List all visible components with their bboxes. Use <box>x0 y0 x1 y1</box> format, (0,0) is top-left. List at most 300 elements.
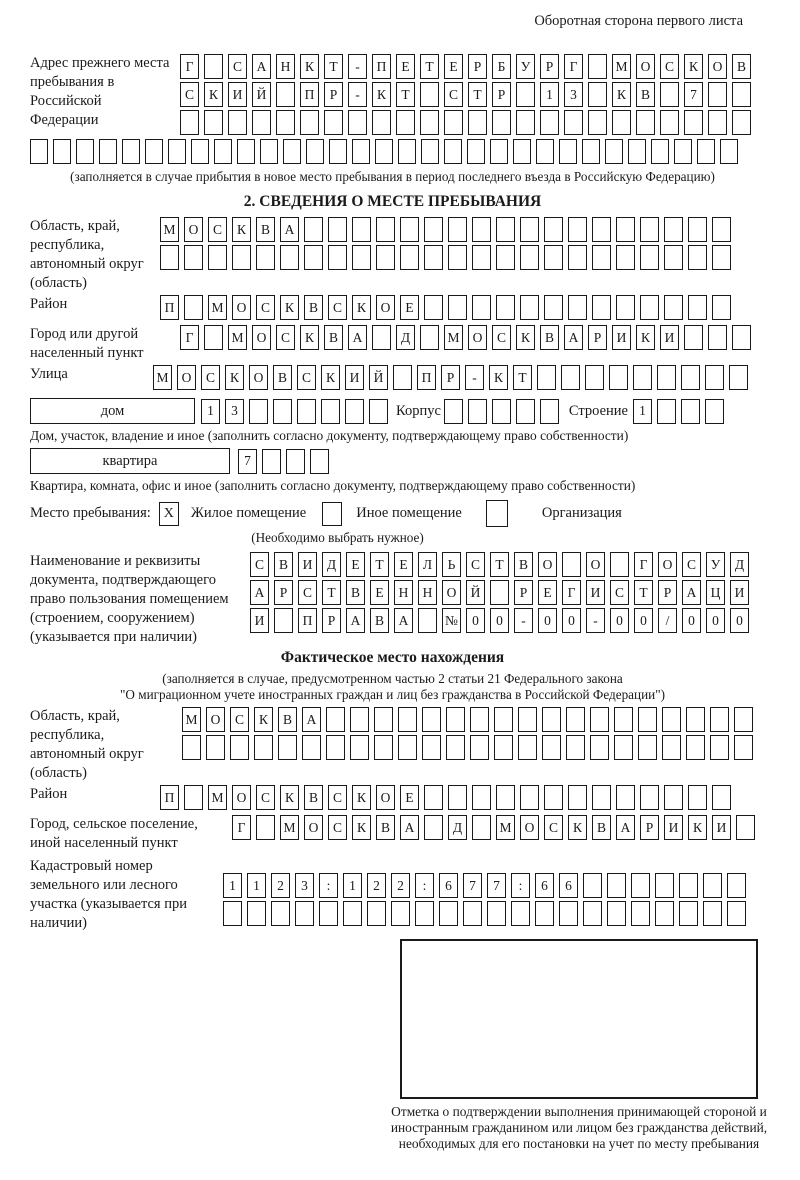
char-cell[interactable]: С <box>256 785 275 810</box>
char-cell[interactable]: О <box>376 295 395 320</box>
char-cell[interactable]: 0 <box>490 608 509 633</box>
char-cell[interactable]: Е <box>400 295 419 320</box>
char-cell[interactable]: И <box>730 580 749 605</box>
char-cell[interactable]: К <box>225 365 244 390</box>
char-cell[interactable]: 1 <box>201 399 220 424</box>
char-cell[interactable]: П <box>300 82 319 107</box>
char-cell[interactable] <box>684 110 703 135</box>
other-premises-checkbox[interactable] <box>322 502 342 526</box>
char-cell[interactable] <box>396 110 415 135</box>
char-cell[interactable]: Е <box>396 54 415 79</box>
char-cell[interactable] <box>184 785 203 810</box>
char-cell[interactable] <box>614 707 633 732</box>
char-cell[interactable]: Г <box>180 54 199 79</box>
char-cell[interactable] <box>496 245 515 270</box>
char-cell[interactable]: Т <box>324 54 343 79</box>
char-cell[interactable] <box>609 365 628 390</box>
char-cell[interactable]: К <box>300 54 319 79</box>
char-cell[interactable] <box>660 82 679 107</box>
char-cell[interactable] <box>588 82 607 107</box>
char-cell[interactable] <box>657 399 676 424</box>
char-cell[interactable] <box>582 139 600 164</box>
char-cell[interactable] <box>520 785 539 810</box>
char-cell[interactable]: О <box>184 217 203 242</box>
char-cell[interactable]: О <box>658 552 677 577</box>
char-cell[interactable] <box>206 735 225 760</box>
char-cell[interactable]: Р <box>540 54 559 79</box>
char-cell[interactable] <box>271 901 290 926</box>
char-cell[interactable] <box>520 217 539 242</box>
char-cell[interactable] <box>727 873 746 898</box>
char-cell[interactable] <box>712 785 731 810</box>
char-cell[interactable] <box>421 139 439 164</box>
char-cell[interactable] <box>278 735 297 760</box>
char-cell[interactable]: М <box>182 707 201 732</box>
char-cell[interactable]: Т <box>370 552 389 577</box>
char-cell[interactable] <box>566 735 585 760</box>
char-cell[interactable] <box>444 110 463 135</box>
char-cell[interactable]: 0 <box>538 608 557 633</box>
char-cell[interactable]: 3 <box>225 399 244 424</box>
char-cell[interactable]: С <box>298 580 317 605</box>
char-cell[interactable] <box>446 707 465 732</box>
char-cell[interactable] <box>494 735 513 760</box>
char-cell[interactable]: Т <box>490 552 509 577</box>
char-cell[interactable]: - <box>348 54 367 79</box>
char-cell[interactable]: О <box>708 54 727 79</box>
char-cell[interactable] <box>180 110 199 135</box>
char-cell[interactable]: Р <box>588 325 607 350</box>
char-cell[interactable] <box>367 901 386 926</box>
char-cell[interactable] <box>310 449 329 474</box>
char-cell[interactable] <box>374 707 393 732</box>
char-cell[interactable]: К <box>352 815 371 840</box>
char-cell[interactable]: Р <box>658 580 677 605</box>
char-cell[interactable]: В <box>304 295 323 320</box>
char-cell[interactable] <box>99 139 117 164</box>
char-cell[interactable]: В <box>274 552 293 577</box>
char-cell[interactable]: 0 <box>706 608 725 633</box>
char-cell[interactable]: - <box>586 608 605 633</box>
char-cell[interactable] <box>614 735 633 760</box>
char-cell[interactable] <box>326 707 345 732</box>
char-cell[interactable]: 0 <box>682 608 701 633</box>
char-cell[interactable] <box>184 245 203 270</box>
char-cell[interactable] <box>208 245 227 270</box>
char-cell[interactable] <box>472 295 491 320</box>
char-cell[interactable]: - <box>348 82 367 107</box>
char-cell[interactable] <box>247 901 266 926</box>
char-cell[interactable]: Е <box>444 54 463 79</box>
char-cell[interactable]: Д <box>322 552 341 577</box>
char-cell[interactable]: 6 <box>439 873 458 898</box>
char-cell[interactable] <box>708 110 727 135</box>
char-cell[interactable]: - <box>465 365 484 390</box>
char-cell[interactable] <box>418 608 437 633</box>
char-cell[interactable] <box>590 707 609 732</box>
char-cell[interactable] <box>561 365 580 390</box>
char-cell[interactable] <box>300 110 319 135</box>
char-cell[interactable] <box>590 735 609 760</box>
char-cell[interactable] <box>542 735 561 760</box>
char-cell[interactable] <box>710 735 729 760</box>
char-cell[interactable] <box>256 815 275 840</box>
char-cell[interactable] <box>439 901 458 926</box>
char-cell[interactable] <box>720 139 738 164</box>
char-cell[interactable] <box>256 245 275 270</box>
char-cell[interactable] <box>490 580 509 605</box>
char-cell[interactable]: О <box>538 552 557 577</box>
char-cell[interactable] <box>734 735 753 760</box>
char-cell[interactable] <box>516 399 535 424</box>
char-cell[interactable]: О <box>304 815 323 840</box>
char-cell[interactable] <box>446 735 465 760</box>
char-cell[interactable]: К <box>612 82 631 107</box>
char-cell[interactable] <box>122 139 140 164</box>
char-cell[interactable]: К <box>516 325 535 350</box>
char-cell[interactable] <box>415 901 434 926</box>
char-cell[interactable]: К <box>232 217 251 242</box>
residential-checkbox[interactable]: X <box>159 502 179 526</box>
char-cell[interactable] <box>664 245 683 270</box>
char-cell[interactable] <box>535 901 554 926</box>
char-cell[interactable]: В <box>732 54 751 79</box>
char-cell[interactable]: С <box>328 815 347 840</box>
char-cell[interactable]: 2 <box>391 873 410 898</box>
char-cell[interactable]: О <box>232 295 251 320</box>
char-cell[interactable]: Е <box>538 580 557 605</box>
char-cell[interactable]: С <box>180 82 199 107</box>
char-cell[interactable] <box>444 399 463 424</box>
char-cell[interactable]: В <box>324 325 343 350</box>
char-cell[interactable]: М <box>208 785 227 810</box>
char-cell[interactable]: 6 <box>535 873 554 898</box>
char-cell[interactable] <box>467 139 485 164</box>
char-cell[interactable] <box>684 325 703 350</box>
char-cell[interactable]: А <box>348 325 367 350</box>
char-cell[interactable] <box>424 245 443 270</box>
char-cell[interactable] <box>204 110 223 135</box>
char-cell[interactable] <box>727 901 746 926</box>
char-cell[interactable]: А <box>682 580 701 605</box>
char-cell[interactable] <box>520 295 539 320</box>
char-cell[interactable]: А <box>400 815 419 840</box>
char-cell[interactable] <box>568 245 587 270</box>
char-cell[interactable]: Т <box>396 82 415 107</box>
char-cell[interactable]: 1 <box>633 399 652 424</box>
char-cell[interactable] <box>321 399 340 424</box>
char-cell[interactable] <box>712 217 731 242</box>
char-cell[interactable] <box>472 245 491 270</box>
char-cell[interactable]: Г <box>562 580 581 605</box>
char-cell[interactable]: О <box>249 365 268 390</box>
char-cell[interactable]: 1 <box>247 873 266 898</box>
char-cell[interactable]: А <box>280 217 299 242</box>
char-cell[interactable]: П <box>160 785 179 810</box>
char-cell[interactable] <box>145 139 163 164</box>
char-cell[interactable]: И <box>298 552 317 577</box>
char-cell[interactable]: В <box>278 707 297 732</box>
char-cell[interactable] <box>681 365 700 390</box>
char-cell[interactable]: И <box>586 580 605 605</box>
char-cell[interactable] <box>376 245 395 270</box>
char-cell[interactable]: У <box>706 552 725 577</box>
char-cell[interactable] <box>703 901 722 926</box>
char-cell[interactable] <box>655 901 674 926</box>
char-cell[interactable]: Г <box>564 54 583 79</box>
char-cell[interactable]: С <box>466 552 485 577</box>
char-cell[interactable]: Т <box>634 580 653 605</box>
char-cell[interactable] <box>319 901 338 926</box>
char-cell[interactable]: С <box>544 815 563 840</box>
char-cell[interactable]: И <box>345 365 364 390</box>
char-cell[interactable] <box>536 139 554 164</box>
char-cell[interactable] <box>540 399 559 424</box>
char-cell[interactable] <box>249 399 268 424</box>
char-cell[interactable] <box>703 873 722 898</box>
char-cell[interactable] <box>463 901 482 926</box>
char-cell[interactable]: В <box>256 217 275 242</box>
char-cell[interactable]: К <box>280 295 299 320</box>
char-cell[interactable] <box>424 815 443 840</box>
char-cell[interactable] <box>544 245 563 270</box>
char-cell[interactable]: К <box>636 325 655 350</box>
char-cell[interactable] <box>398 707 417 732</box>
char-cell[interactable] <box>424 785 443 810</box>
char-cell[interactable]: 7 <box>463 873 482 898</box>
char-cell[interactable]: П <box>298 608 317 633</box>
char-cell[interactable] <box>607 901 626 926</box>
char-cell[interactable] <box>53 139 71 164</box>
char-cell[interactable]: Ь <box>442 552 461 577</box>
char-cell[interactable] <box>607 873 626 898</box>
char-cell[interactable] <box>400 245 419 270</box>
char-cell[interactable] <box>326 735 345 760</box>
char-cell[interactable] <box>372 110 391 135</box>
char-cell[interactable]: М <box>280 815 299 840</box>
char-cell[interactable] <box>223 901 242 926</box>
char-cell[interactable]: К <box>568 815 587 840</box>
char-cell[interactable]: : <box>415 873 434 898</box>
char-cell[interactable] <box>640 245 659 270</box>
char-cell[interactable] <box>468 110 487 135</box>
char-cell[interactable] <box>605 139 623 164</box>
char-cell[interactable]: Т <box>513 365 532 390</box>
char-cell[interactable] <box>540 110 559 135</box>
char-cell[interactable] <box>352 139 370 164</box>
char-cell[interactable] <box>732 325 751 350</box>
char-cell[interactable]: М <box>228 325 247 350</box>
char-cell[interactable]: Р <box>640 815 659 840</box>
char-cell[interactable] <box>640 785 659 810</box>
char-cell[interactable] <box>544 217 563 242</box>
char-cell[interactable] <box>328 245 347 270</box>
char-cell[interactable]: С <box>328 295 347 320</box>
char-cell[interactable]: О <box>468 325 487 350</box>
char-cell[interactable] <box>76 139 94 164</box>
char-cell[interactable]: С <box>682 552 701 577</box>
char-cell[interactable] <box>472 815 491 840</box>
char-cell[interactable] <box>260 139 278 164</box>
char-cell[interactable] <box>494 707 513 732</box>
apartment-type-box[interactable]: квартира <box>30 448 230 474</box>
char-cell[interactable] <box>544 295 563 320</box>
char-cell[interactable] <box>708 82 727 107</box>
char-cell[interactable] <box>686 735 705 760</box>
char-cell[interactable]: С <box>256 295 275 320</box>
char-cell[interactable]: Р <box>468 54 487 79</box>
char-cell[interactable]: С <box>297 365 316 390</box>
organization-checkbox[interactable] <box>486 500 508 527</box>
char-cell[interactable]: - <box>514 608 533 633</box>
char-cell[interactable] <box>252 110 271 135</box>
char-cell[interactable] <box>537 365 556 390</box>
char-cell[interactable] <box>30 139 48 164</box>
char-cell[interactable] <box>487 901 506 926</box>
char-cell[interactable] <box>420 110 439 135</box>
char-cell[interactable]: С <box>276 325 295 350</box>
char-cell[interactable] <box>492 110 511 135</box>
char-cell[interactable] <box>697 139 715 164</box>
char-cell[interactable]: О <box>520 815 539 840</box>
char-cell[interactable] <box>295 901 314 926</box>
char-cell[interactable] <box>631 901 650 926</box>
char-cell[interactable]: С <box>230 707 249 732</box>
char-cell[interactable] <box>592 245 611 270</box>
char-cell[interactable]: Л <box>418 552 437 577</box>
char-cell[interactable]: Г <box>634 552 653 577</box>
char-cell[interactable]: И <box>250 608 269 633</box>
char-cell[interactable] <box>688 245 707 270</box>
char-cell[interactable] <box>664 785 683 810</box>
char-cell[interactable]: О <box>252 325 271 350</box>
char-cell[interactable]: 7 <box>487 873 506 898</box>
char-cell[interactable]: Т <box>468 82 487 107</box>
char-cell[interactable] <box>542 707 561 732</box>
char-cell[interactable] <box>585 365 604 390</box>
char-cell[interactable]: В <box>636 82 655 107</box>
char-cell[interactable] <box>214 139 232 164</box>
char-cell[interactable]: Р <box>274 580 293 605</box>
char-cell[interactable] <box>657 365 676 390</box>
char-cell[interactable] <box>568 295 587 320</box>
char-cell[interactable] <box>568 785 587 810</box>
char-cell[interactable]: М <box>496 815 515 840</box>
char-cell[interactable] <box>705 365 724 390</box>
char-cell[interactable] <box>583 901 602 926</box>
char-cell[interactable] <box>204 54 223 79</box>
char-cell[interactable] <box>420 325 439 350</box>
char-cell[interactable]: А <box>250 580 269 605</box>
char-cell[interactable] <box>559 139 577 164</box>
char-cell[interactable] <box>160 245 179 270</box>
char-cell[interactable] <box>391 901 410 926</box>
char-cell[interactable] <box>369 399 388 424</box>
char-cell[interactable] <box>254 735 273 760</box>
char-cell[interactable] <box>616 245 635 270</box>
char-cell[interactable] <box>444 139 462 164</box>
char-cell[interactable] <box>204 325 223 350</box>
char-cell[interactable]: М <box>160 217 179 242</box>
char-cell[interactable] <box>328 217 347 242</box>
char-cell[interactable] <box>276 82 295 107</box>
char-cell[interactable]: Г <box>180 325 199 350</box>
char-cell[interactable]: : <box>511 873 530 898</box>
char-cell[interactable]: К <box>489 365 508 390</box>
char-cell[interactable] <box>372 325 391 350</box>
char-cell[interactable] <box>468 399 487 424</box>
char-cell[interactable]: А <box>564 325 583 350</box>
char-cell[interactable] <box>472 785 491 810</box>
char-cell[interactable] <box>398 139 416 164</box>
char-cell[interactable] <box>273 399 292 424</box>
char-cell[interactable]: Е <box>346 552 365 577</box>
char-cell[interactable] <box>511 901 530 926</box>
char-cell[interactable] <box>651 139 669 164</box>
char-cell[interactable]: И <box>712 815 731 840</box>
char-cell[interactable]: С <box>250 552 269 577</box>
char-cell[interactable]: К <box>300 325 319 350</box>
char-cell[interactable]: 7 <box>238 449 257 474</box>
char-cell[interactable] <box>638 707 657 732</box>
char-cell[interactable] <box>496 785 515 810</box>
char-cell[interactable] <box>343 901 362 926</box>
char-cell[interactable] <box>329 139 347 164</box>
char-cell[interactable] <box>688 217 707 242</box>
char-cell[interactable]: С <box>660 54 679 79</box>
char-cell[interactable]: В <box>514 552 533 577</box>
char-cell[interactable] <box>182 735 201 760</box>
char-cell[interactable]: Р <box>492 82 511 107</box>
char-cell[interactable]: 0 <box>730 608 749 633</box>
char-cell[interactable] <box>424 217 443 242</box>
char-cell[interactable] <box>348 110 367 135</box>
char-cell[interactable]: 6 <box>559 873 578 898</box>
char-cell[interactable] <box>592 785 611 810</box>
char-cell[interactable]: О <box>206 707 225 732</box>
char-cell[interactable] <box>286 449 305 474</box>
char-cell[interactable]: 7 <box>684 82 703 107</box>
char-cell[interactable]: И <box>612 325 631 350</box>
char-cell[interactable] <box>520 245 539 270</box>
char-cell[interactable] <box>662 707 681 732</box>
char-cell[interactable]: 2 <box>367 873 386 898</box>
char-cell[interactable]: 0 <box>466 608 485 633</box>
char-cell[interactable]: Е <box>400 785 419 810</box>
char-cell[interactable]: П <box>160 295 179 320</box>
char-cell[interactable] <box>345 399 364 424</box>
char-cell[interactable]: К <box>280 785 299 810</box>
char-cell[interactable]: О <box>376 785 395 810</box>
char-cell[interactable]: А <box>616 815 635 840</box>
char-cell[interactable] <box>448 295 467 320</box>
char-cell[interactable] <box>352 245 371 270</box>
char-cell[interactable] <box>274 608 293 633</box>
char-cell[interactable]: О <box>177 365 196 390</box>
char-cell[interactable]: 1 <box>540 82 559 107</box>
char-cell[interactable]: О <box>586 552 605 577</box>
char-cell[interactable] <box>184 295 203 320</box>
char-cell[interactable]: А <box>252 54 271 79</box>
char-cell[interactable] <box>496 295 515 320</box>
char-cell[interactable]: Н <box>276 54 295 79</box>
char-cell[interactable] <box>592 295 611 320</box>
char-cell[interactable] <box>304 217 323 242</box>
char-cell[interactable]: С <box>201 365 220 390</box>
char-cell[interactable] <box>424 295 443 320</box>
char-cell[interactable]: А <box>302 707 321 732</box>
char-cell[interactable] <box>492 399 511 424</box>
